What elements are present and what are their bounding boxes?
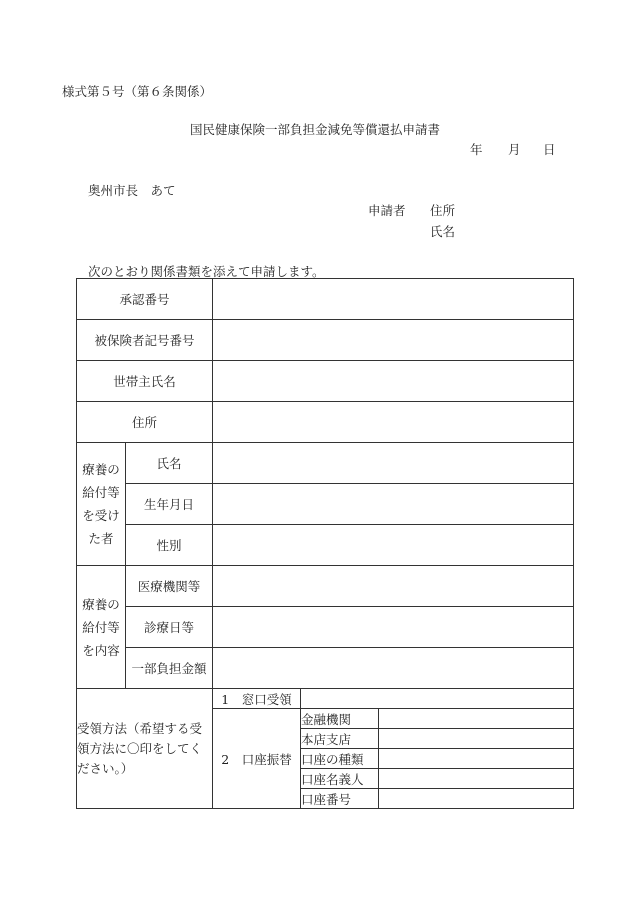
householder-row — [77, 361, 574, 402]
content-group-label: 療養の給付等を内容 — [77, 566, 126, 689]
recipient-name-field[interactable] — [213, 443, 574, 484]
recipient-birthdate-label: 生年月日 — [126, 484, 213, 525]
recipient-sex-row — [77, 525, 574, 566]
window-receipt-row — [77, 689, 574, 709]
recipient-birthdate-field[interactable] — [213, 484, 574, 525]
approval-number-row — [77, 279, 574, 320]
date-day-label: 日 — [543, 142, 556, 157]
account-number-label: 口座番号 — [301, 789, 379, 809]
medical-institution-label: 医療機関等 — [126, 566, 213, 607]
recipient-name-row — [77, 443, 574, 484]
application-table — [76, 278, 574, 809]
treatment-date-label: 診療日等 — [126, 607, 213, 648]
applicant-label: 申請者 — [368, 203, 406, 218]
recipient-sex-label: 性別 — [126, 525, 213, 566]
medical-institution-row — [77, 566, 574, 607]
householder-name-label: 世帯主氏名 — [77, 361, 213, 402]
recipient-birthdate-row — [77, 484, 574, 525]
addressee: 奥州市長 あて — [88, 183, 176, 198]
bank-branch-label: 本店支店 — [301, 729, 379, 749]
account-number-field[interactable] — [379, 789, 574, 809]
approval-number-label: 承認番号 — [77, 279, 213, 320]
applicant-address-label: 住所 — [430, 203, 456, 218]
recipient-name-label: 氏名 — [126, 443, 213, 484]
insured-number-row — [77, 320, 574, 361]
medical-institution-field[interactable] — [213, 566, 574, 607]
bank-branch-field[interactable] — [379, 729, 574, 749]
recipient-sex-field[interactable] — [213, 525, 574, 566]
copayment-row — [77, 648, 574, 689]
account-type-label: 口座の種類 — [301, 749, 379, 769]
form-number: 様式第５号（第６条関係） — [62, 84, 213, 99]
account-holder-label: 口座名義人 — [301, 769, 379, 789]
account-transfer-option[interactable]: 2 口座振替 — [213, 709, 301, 809]
applicant-name-label: 氏名 — [430, 224, 456, 239]
address-field[interactable] — [213, 402, 574, 443]
receipt-method-label: 受領方法（希望する受領方法に〇印をしてください。） — [77, 689, 213, 809]
bank-institution-field[interactable] — [379, 709, 574, 729]
address-row — [77, 402, 574, 443]
window-receipt-field[interactable] — [301, 689, 574, 709]
copayment-field[interactable] — [213, 648, 574, 689]
approval-number-field[interactable] — [213, 279, 574, 320]
insured-number-label: 被保険者記号番号 — [77, 320, 213, 361]
address-label: 住所 — [77, 402, 213, 443]
insured-number-field[interactable] — [213, 320, 574, 361]
account-type-field[interactable] — [379, 749, 574, 769]
recipient-group-label: 療養の給付等を受けた者 — [77, 443, 126, 566]
treatment-date-field[interactable] — [213, 607, 574, 648]
account-holder-field[interactable] — [379, 769, 574, 789]
copayment-label: 一部負担金額 — [126, 648, 213, 689]
bank-institution-label: 金融機関 — [301, 709, 379, 729]
intro-text: 次のとおり関係書類を添えて申請します。 — [88, 264, 325, 279]
document-title: 国民健康保険一部負担金減免等償還払申請書 — [190, 122, 441, 137]
householder-name-field[interactable] — [213, 361, 574, 402]
date-year-label: 年 — [470, 142, 483, 157]
date-month-label: 月 — [508, 142, 521, 157]
window-receipt-option[interactable]: 1 窓口受領 — [213, 689, 301, 709]
treatment-date-row — [77, 607, 574, 648]
